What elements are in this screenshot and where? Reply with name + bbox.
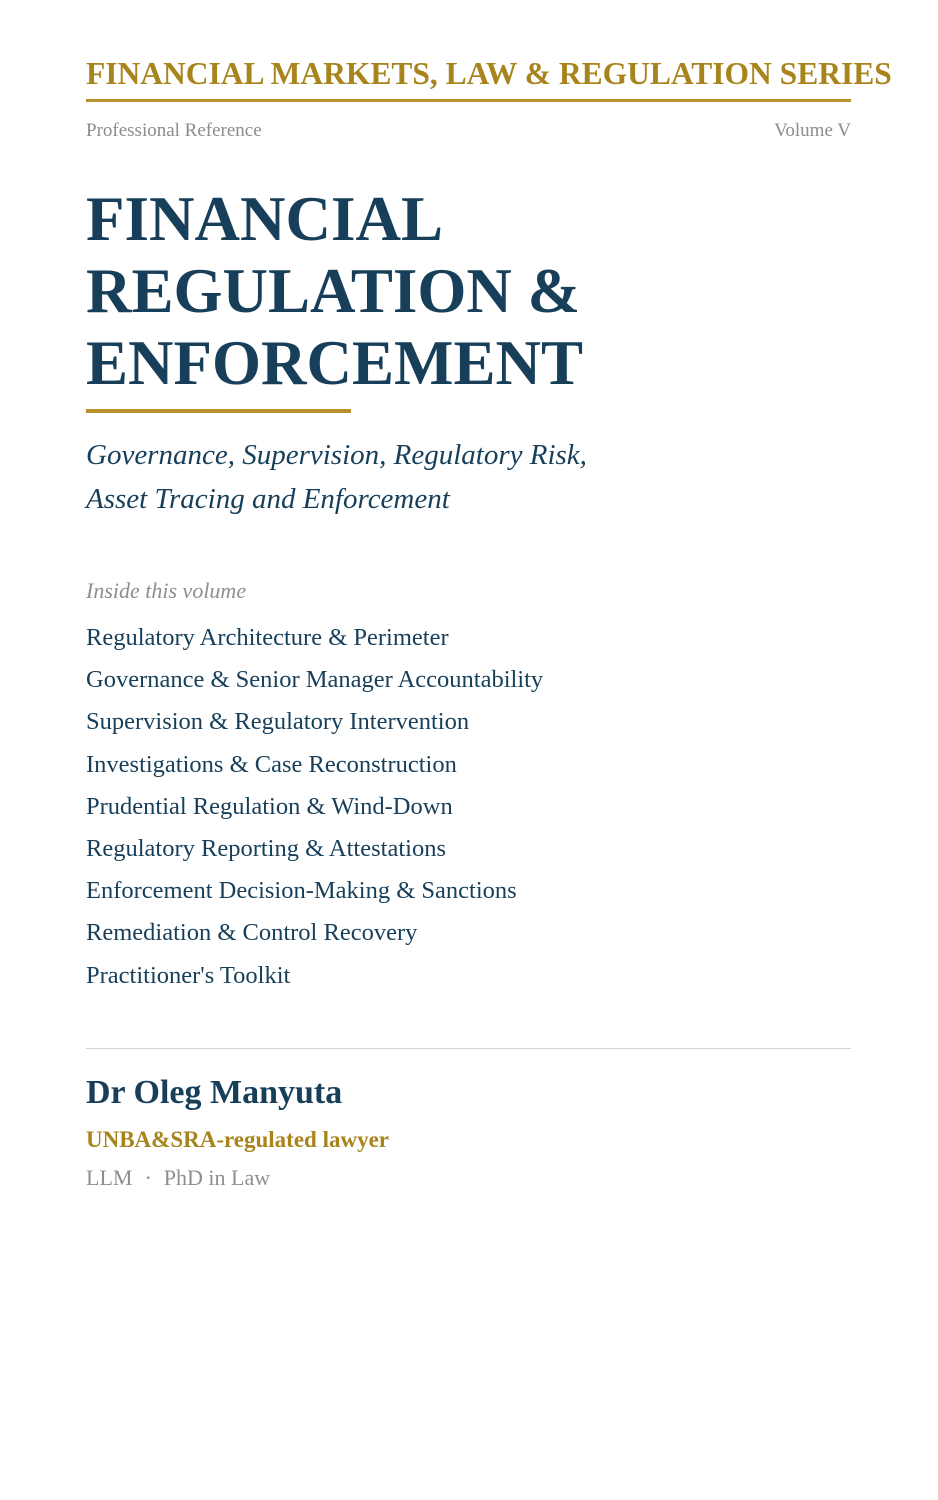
contents-item: Prudential Regulation & Wind-Down <box>86 792 453 820</box>
qualification-separator: · <box>144 1165 152 1190</box>
category-label: Professional Reference <box>86 120 262 141</box>
book-title <box>86 183 846 399</box>
series-title: FINANCIAL MARKETS, LAW & REGULATION SERIES <box>86 56 892 91</box>
contents-item: Regulatory Reporting & Attestations <box>86 835 446 863</box>
book-title-line: REGULATION & <box>86 256 581 326</box>
title-rule <box>86 409 351 413</box>
contents-label: Inside this volume <box>86 578 247 603</box>
author-divider <box>86 1048 851 1049</box>
author-name: Dr Oleg Manyuta <box>86 1074 343 1111</box>
contents-item: Practitioner's Toolkit <box>86 961 291 989</box>
qualification-phd: PhD in Law <box>163 1165 271 1190</box>
contents-item: Supervision & Regulatory Intervention <box>86 708 470 736</box>
book-title-line: ENFORCEMENT <box>86 328 584 398</box>
author-qualifications <box>86 1164 270 1192</box>
contents-item: Regulatory Architecture & Perimeter <box>86 624 449 651</box>
series-rule <box>86 99 851 102</box>
subtitle-line: Governance, Supervision, Regulatory Risk, <box>86 439 587 471</box>
contents-item: Remediation & Control Recovery <box>86 919 418 947</box>
contents-list <box>86 617 543 997</box>
contents-item: Enforcement Decision-Making & Sanctions <box>86 877 517 905</box>
book-subtitle <box>86 433 587 521</box>
volume-label: Volume V <box>774 120 851 141</box>
subtitle-line: Asset Tracing and Enforcement <box>86 483 450 515</box>
book-title-line: FINANCIAL <box>86 184 444 254</box>
author-role: UNBA&SRA-regulated lawyer <box>86 1127 390 1152</box>
contents-item: Investigations & Case Reconstruction <box>86 750 457 778</box>
qualification-llm: LLM <box>86 1165 133 1190</box>
contents-item: Governance & Senior Manager Accountability <box>86 666 544 694</box>
